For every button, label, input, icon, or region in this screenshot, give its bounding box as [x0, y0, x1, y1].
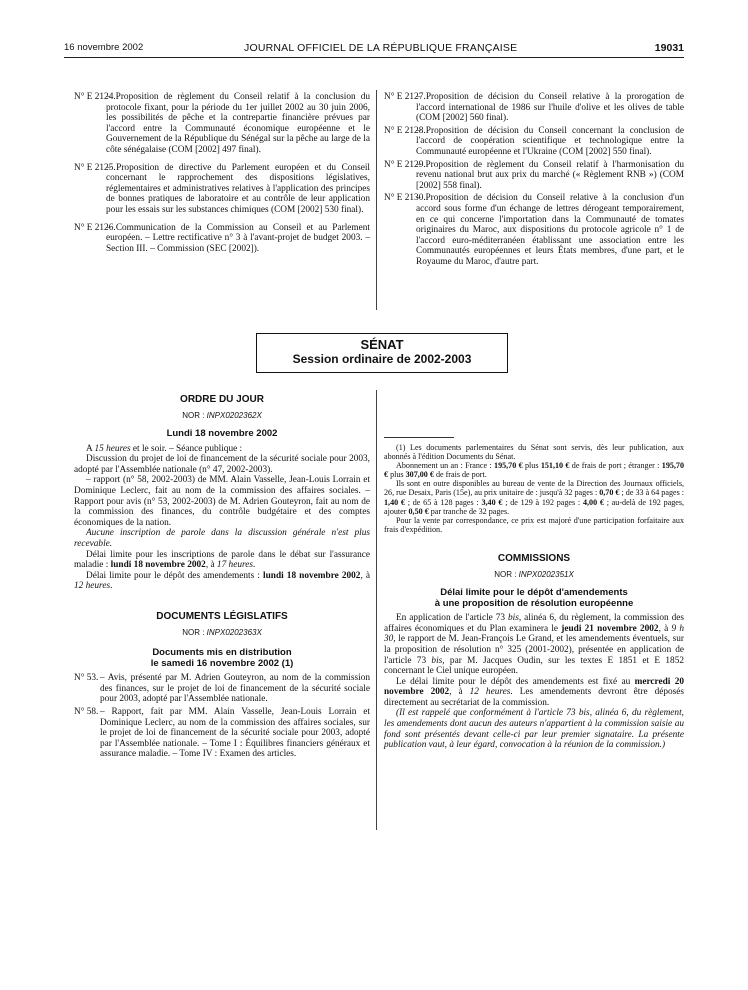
item-number: N° E 2129. [384, 159, 426, 170]
paragraph: Discussion du projet de loi de financement de la sécurité sociale pour 2003, adopté par l'Assemblée nationale (n° 47, 2002-2003). [74, 454, 370, 475]
item-number: N° E 2130. [384, 193, 426, 204]
item-text: – Communication de la Commission au Conseil et au Parlement européen. – Lettre rectificative n° 3 à l'avant-projet de budget 2003. – Section III. – Commission (SEC [2002]). [106, 222, 370, 254]
documents-heading-2: le samedi 16 novembre 2002 (1) [150, 657, 294, 669]
item-text: – Proposition de décision du Conseil concernant la conclusion de l'accord de coopération scientifique et technologique entre la Communauté européenne et l'Ukraine (COM [2002] 550 final). [416, 125, 684, 157]
header-rule [64, 57, 684, 58]
lower-left-column [74, 392, 370, 767]
commissions-heading-2: à une proposition de résolution européenne [434, 597, 634, 609]
senat-box [256, 333, 508, 373]
paragraph: En application de l'article 73 bis, alinéa 6, du règlement, la commission des affaires économiques et du Plan examinera le jeudi 21 novembre 2002, à 9 h 30, le rapport de M. Jean-François Le Grand, et les amendements éventuels, sur la proposition de résolution n° 325 (2001-2002), présentée en application de l'article 73 bis, par M. Jacques Oudin, sur les textes E 1851 et E 1852 concernant le Ciel unique européen. [384, 613, 684, 677]
list-item [384, 160, 684, 192]
session-title: Session ordinaire de 2002-2003 [292, 352, 472, 366]
column-divider [376, 390, 377, 830]
footnote: Ils sont en outre disponibles au bureau de vente de la Direction des Journaux officiels, 26, rue Desaix, Paris (15e), au prix unitaire de : jusqu'à 32 pages : 0,70 € ; de 33 à 64 pages : 1,40 € ; de 65 à 128 pages : 3,40 € ; de 129 à 192 pages : 4,00 € ; au-delà de 192 pages, ajouter 0,50 € par tranche de 32 pages. [384, 479, 685, 516]
nor-reference: NOR : INPX0202363X [182, 627, 262, 637]
footnote: Pour la vente par correspondance, ce prix est majoré d'une participation forfaitaire aux frais d'expédition. [384, 515, 684, 534]
item-text: – Proposition de règlement du Conseil relatif à la conclusion du protocole fixant, pour la période du 1er juillet 2002 au 30 juin 2006, les possibilités de pêche et la contrepartie financière prévues par l'accord entre la Communauté économique européenne et le Gouvernement de la République du Sénégal sur la pêche au large de la côte sénégalaise (COM [2002] 497 final). [106, 92, 370, 155]
list-item [384, 126, 684, 158]
commissions-heading-1: Délai limite pour le dépôt d'amendements [440, 587, 628, 599]
page-number: 19031 [654, 42, 684, 54]
item-text: – Proposition de décision du Conseil relative à la conclusion d'un accord sous forme d'un échange de lettres dérogeant temporairement, en ce qui concerne l'importation dans la Communauté de tomates originaires du Maroc, aux dispositions du protocole agricole n° 1 de l'accord euro-méditerranéen établissant une association entre les Communautés européennes et leurs États membres, d'une part, et le Royaume du Maroc, d'autre part. [416, 193, 684, 267]
header-date: 16 novembre 2002 [64, 42, 144, 53]
list-item [384, 92, 684, 124]
list-item [384, 193, 684, 267]
paragraph: Aucune inscription de parole dans la discussion générale n'est plus recevable. [74, 528, 370, 550]
item-number: N° 53. [74, 673, 99, 684]
paragraph: Délai limite pour les inscriptions de parole dans le débat sur l'assurance maladie : lundi 18 novembre 2002, à 17 heures. [74, 549, 370, 571]
commissions-title: COMMISSIONS [497, 552, 571, 564]
nor-code: INPX0202362X [206, 410, 262, 420]
nor-label: NOR : [182, 410, 205, 420]
footnotes [384, 443, 684, 534]
senat-title: SÉNAT [360, 337, 404, 352]
nor-reference [74, 411, 370, 422]
nor-reference: NOR : INPX0202351X [494, 569, 574, 579]
footnote: (1) Les documents parlementaires du Sénat sont servis, dès leur publication, aux abonnés à l'édition Documents du Sénat. [384, 443, 684, 462]
paragraph: (Il est rappelé que conformément à l'article 73 bis, alinéa 6, du règlement, les amendements dont aucun des auteurs n'appartient à la commission saisie au fond sont présentés devant celle-ci par leur premier signataire. La présente publication vaut, à leur égard, convocation à la réunion de la commission.) [384, 708, 684, 751]
footnote-rule [384, 437, 454, 438]
running-header [64, 43, 684, 57]
documents-title: DOCUMENTS LÉGISLATIFS [156, 611, 288, 622]
item-number: N° E 2124. [74, 92, 116, 102]
journal-title: JOURNAL OFFICIEL DE LA RÉPUBLIQUE FRANÇAISE [244, 42, 518, 54]
item-text: – Proposition de décision du Conseil relative à la prorogation de l'accord international de 1986 sur l'huile d'olive et les olives de table (COM [2002] 560 final). [416, 92, 684, 124]
paragraph: Délai limite pour le dépôt des amendements : lundi 18 novembre 2002, à 12 heures. [74, 570, 371, 592]
item-text: – Proposition de directive du Parlement européen et du Conseil concernant le rapprochement des dispositions législatives, réglementaires et administratives relatives à l'application des principes de bonnes pratiques de laboratoire et au contrôle de leur application pour les essais sur les substances chimiques (COM [2002] 530 final). [106, 162, 370, 215]
item-number: N° E 2128. [384, 125, 426, 136]
documents-heading-1: Documents mis en distribution [152, 647, 292, 659]
list-item [74, 223, 370, 255]
item-text: – Proposition de règlement du Conseil relatif à l'harmonisation du revenu national brut aux prix du marché (« Règlement RNB ») (COM [2002] 558 final). [416, 159, 684, 191]
item-text: – Avis, présenté par M. Adrien Gouteyron, au nom de la commission des finances, sur le projet de loi de financement de la sécurité sociale pour 2003, adopté par l'Assemblée nationale. [100, 673, 370, 705]
item-number: N° E 2127. [384, 92, 426, 102]
list-item [74, 673, 370, 705]
session-date-heading: Lundi 18 novembre 2002 [166, 428, 278, 440]
upper-left-column [74, 92, 370, 261]
item-number: N° E 2125. [74, 162, 116, 173]
upper-right-column [384, 92, 684, 275]
list-item [74, 163, 370, 216]
ordre-du-jour-title: ORDRE DU JOUR [180, 394, 264, 405]
paragraph: Le délai limite pour le dépôt des amendements est fixé au mercredi 20 novembre 2002, à 12 heures. Les amendements devront être déposés directement au secrétariat de la commission. [384, 676, 685, 708]
list-item [74, 92, 370, 156]
item-text: – Rapport, fait par MM. Alain Vasselle, Jean-Louis Lorrain et Dominique Leclerc, au nom de la commission des affaires sociales, sur le projet de loi de financement de la sécurité sociale pour 2003, adopté par l'Assemblée nationale. – Tome I : Équilibres financiers généraux et assurance maladie. – Tome IV : Examen des articles. [100, 706, 370, 760]
paragraph: – rapport (n° 58, 2002-2003) de MM. Alain Vasselle, Jean-Louis Lorrain et Dominique Leclerc, fait au nom de la commission des affaires sociales. – Rapport pour avis (n° 53, 2002-2003) de M. Adrien Gouteyron, fait au nom de la commission des finances, du contrôle budgétaire et des comptes économiques de la nation. [74, 475, 370, 528]
item-number: N° E 2126. [74, 222, 116, 233]
column-divider [376, 90, 377, 310]
lower-right-column [384, 431, 684, 751]
paragraph: A 15 heures et le soir. – Séance publique : [86, 443, 243, 454]
footnote: Abonnement un an : France : 195,70 € plus 151,10 € de frais de port ; étranger : 195,70 € plus 307,00 € de frais de port. [384, 461, 685, 480]
list-item [74, 707, 370, 760]
item-number: N° 58. [74, 706, 99, 717]
